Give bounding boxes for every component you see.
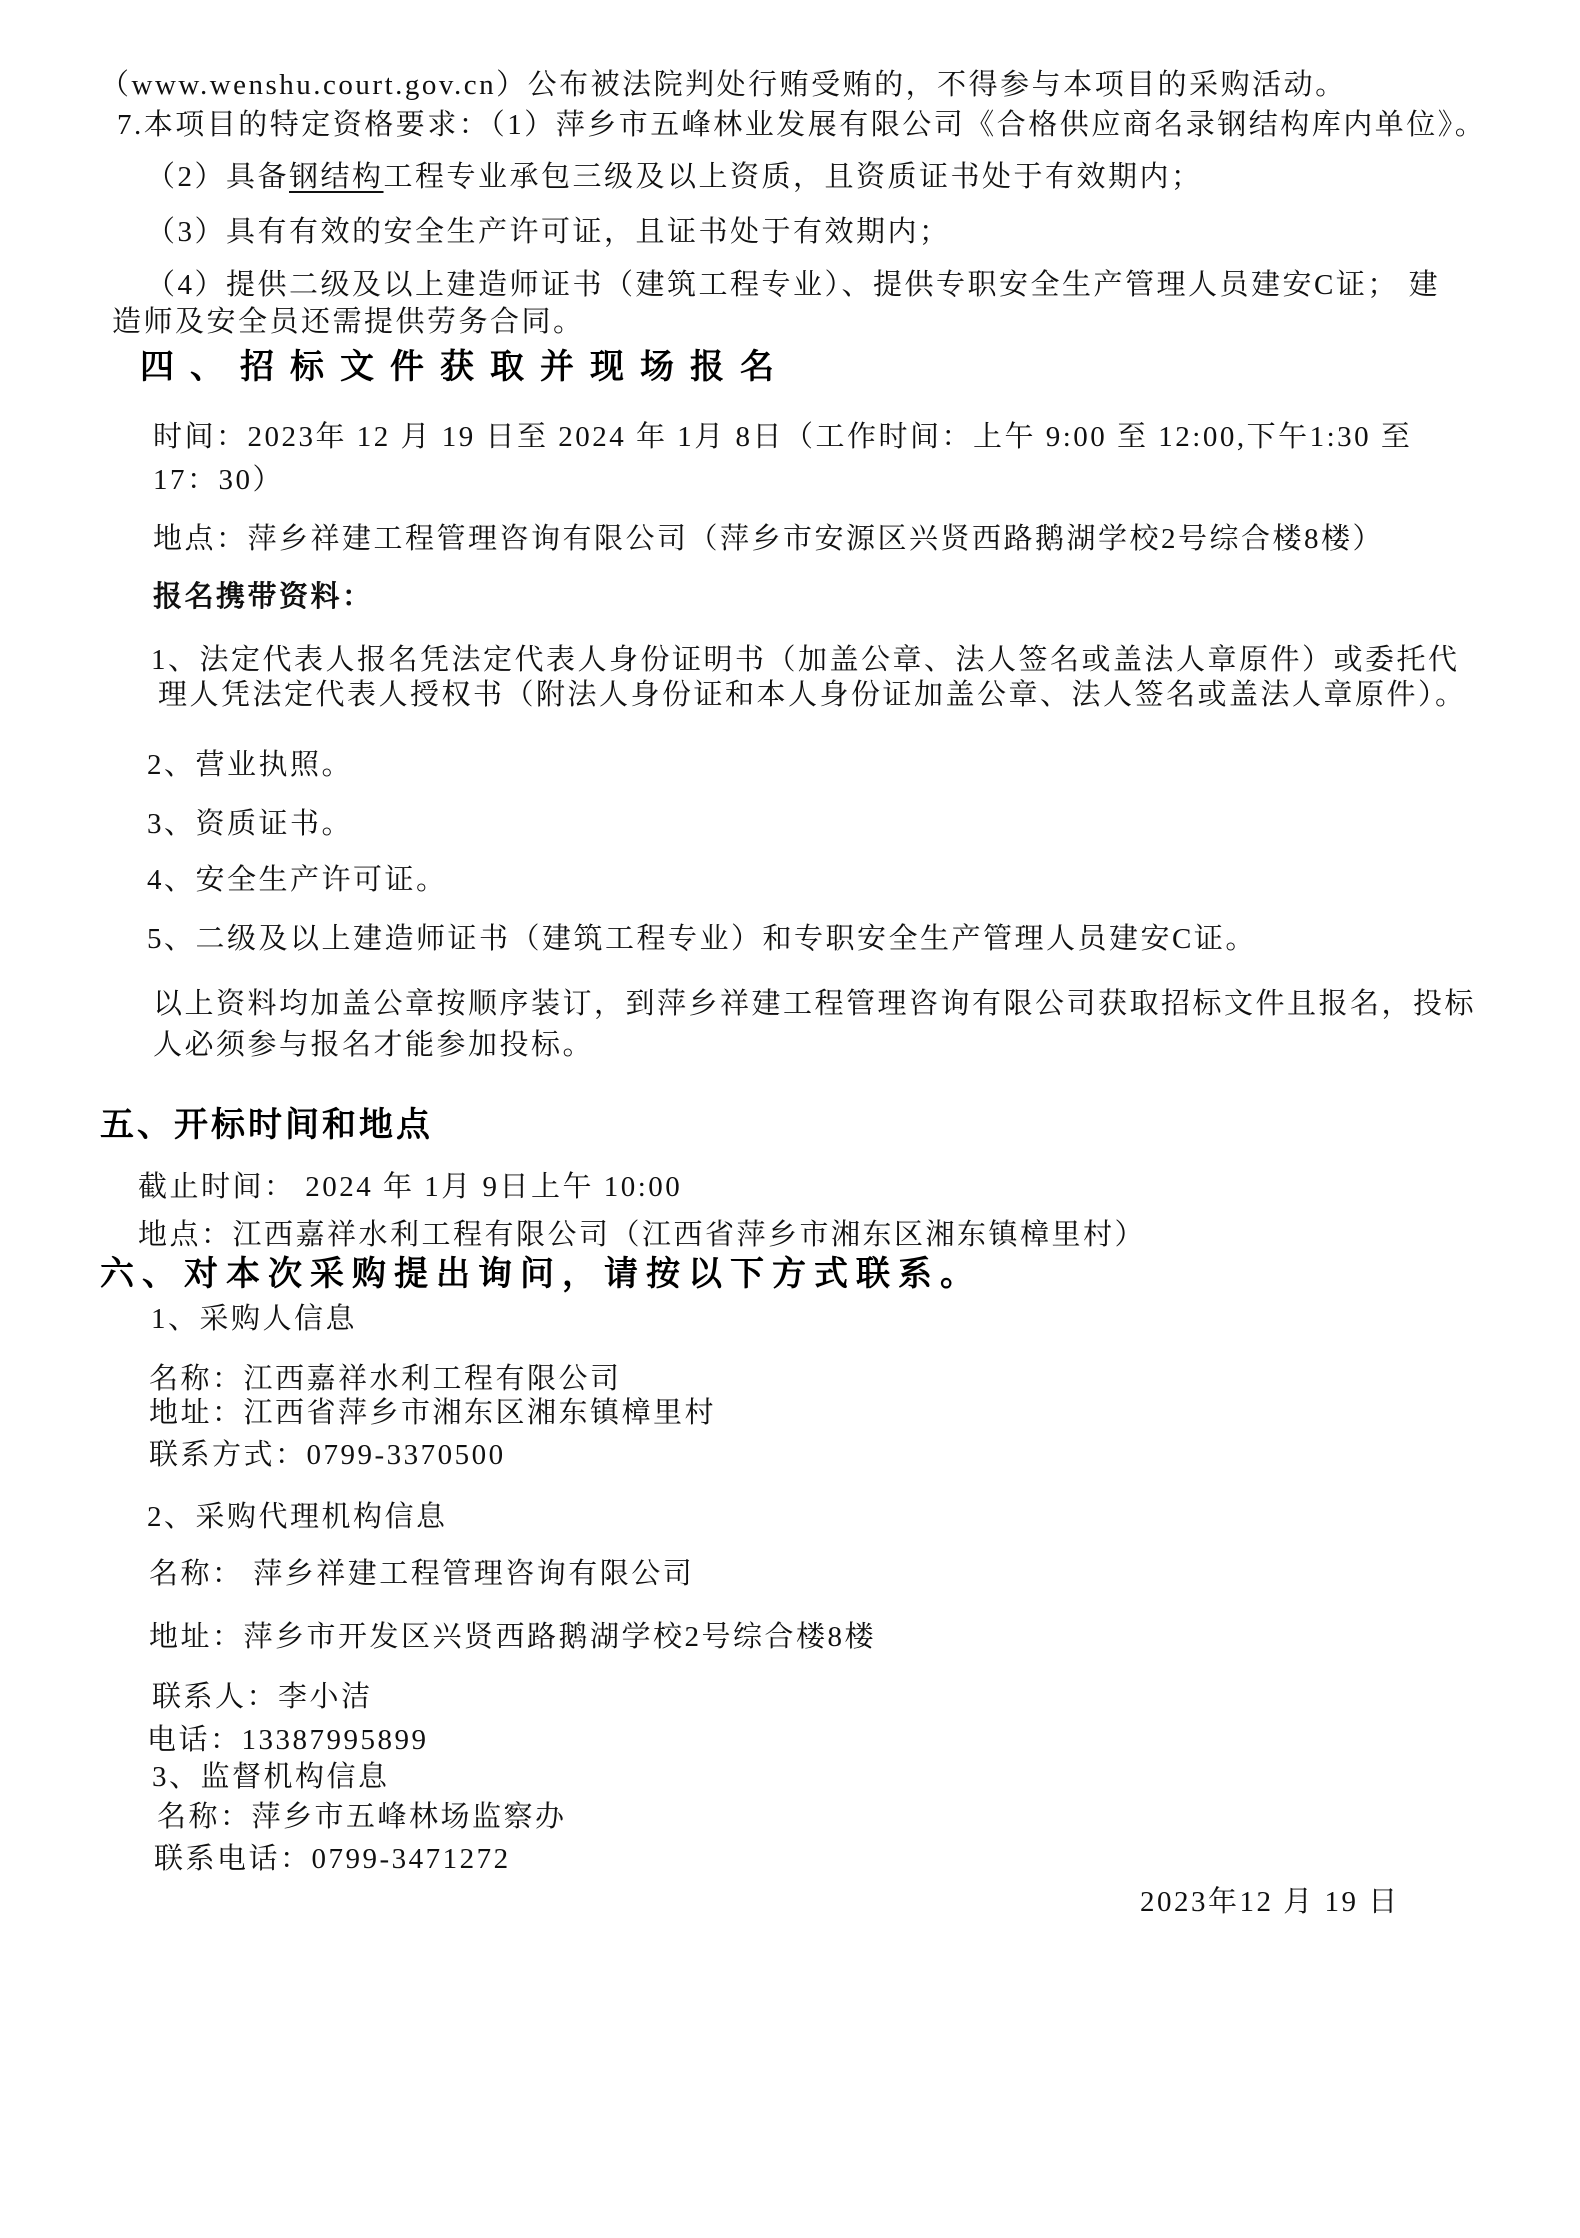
buyer-address: 地址：江西省萍乡市湘东区湘东镇樟里村 [149,1397,717,1429]
material-item-4: 4、安全生产许可证。 [147,864,448,896]
qualification-item-7-4-cont: 造师及安全员还需提供劳务合同。 [112,306,585,338]
agency-info-title: 2、采购代理机构信息 [147,1501,448,1533]
document-date: 2023年12 月 19 日 [1140,1886,1400,1918]
buyer-name: 名称：江西嘉祥水利工程有限公司 [149,1363,622,1395]
buyer-contact: 联系方式：0799-3370500 [149,1439,506,1471]
supervisor-info-title: 3、监督机构信息 [152,1761,390,1793]
agency-name: 名称： 萍乡祥建工程管理咨询有限公司 [149,1558,695,1590]
registration-time-line1: 时间：2023年 12 月 19 日至 2024 年 1月 8日（工作时间：上午 9:00 至 12:00,下午1:30 至 [153,421,1413,453]
material-item-5: 5、二级及以上建造师证书（建筑工程专业）和专职安全生产管理人员建安C证。 [147,923,1257,955]
qualification-item-7: 7.本项目的特定资格要求：（1）萍乡市五峰林业发展有限公司《合格供应商名录钢结构库内单位》。 [117,109,1487,141]
item-7-2-suffix: 工程专业承包三级及以上资质，且资质证书处于有效期内； [383,161,1203,193]
section-5-heading: 五、开标时间和地点 [100,1106,433,1144]
qualification-item-7-3: （3）具有有效的安全生产许可证，且证书处于有效期内； [146,216,951,248]
website-line: （www.wenshu.court.gov.cn）公布被法院判处行贿受贿的，不得参与本项目的采购活动。 [100,69,1347,101]
supervisor-name: 名称：萍乡市五峰林场监察办 [157,1801,567,1833]
item-7-2-underlined-term: 钢结构 [289,161,384,193]
item-7-2-prefix: （2）具备 [146,161,290,193]
agency-contact-person: 联系人：李小洁 [152,1681,373,1713]
material-item-3: 3、资质证书。 [147,808,354,840]
materials-note-line2: 人必须参与报名才能参加投标。 [153,1029,595,1061]
qualification-item-7-2 [146,161,1203,194]
material-item-1-line2: 理人凭法定代表人授权书（附法人身份证和本人身份证加盖公章、法人签名或盖法人章原件）。 [158,679,1467,711]
buyer-info-title: 1、采购人信息 [151,1303,358,1335]
qualification-item-7-4: （4）提供二级及以上建造师证书（建筑工程专业）、提供专职安全生产管理人员建安C证； 建 [146,269,1441,301]
agency-address: 地址：萍乡市开发区兴贤西路鹅湖学校2号综合楼8楼 [149,1621,877,1653]
supervisor-phone: 联系电话：0799-3471272 [154,1843,511,1875]
bid-deadline: 截止时间： 2024 年 1月 9日上午 10:00 [138,1171,683,1203]
registration-time-line2: 17：30） [153,464,285,496]
agency-phone: 电话：13387995899 [147,1724,429,1756]
registration-location: 地点：萍乡祥建工程管理咨询有限公司（萍乡市安源区兴贤西路鹅湖学校2号综合楼8楼） [153,523,1385,555]
materials-title: 报名携带资料： [153,581,374,613]
section-6-heading: 六、对本次采购提出询问，请按以下方式联系。 [100,1255,982,1293]
bid-opening-location: 地点：江西嘉祥水利工程有限公司（江西省萍乡市湘东区湘东镇樟里村） [138,1219,1147,1251]
material-item-1-line1: 1、法定代表人报名凭法定代表人身份证明书（加盖公章、法人签名或盖法人章原件）或委托代 [151,644,1460,676]
materials-note-line1: 以上资料均加盖公章按顺序装订，到萍乡祥建工程管理咨询有限公司获取招标文件且报名，投标 [153,988,1477,1020]
section-4-heading: 四、招标文件获取并现场报名 [140,348,790,386]
material-item-2: 2、营业执照。 [147,749,354,781]
